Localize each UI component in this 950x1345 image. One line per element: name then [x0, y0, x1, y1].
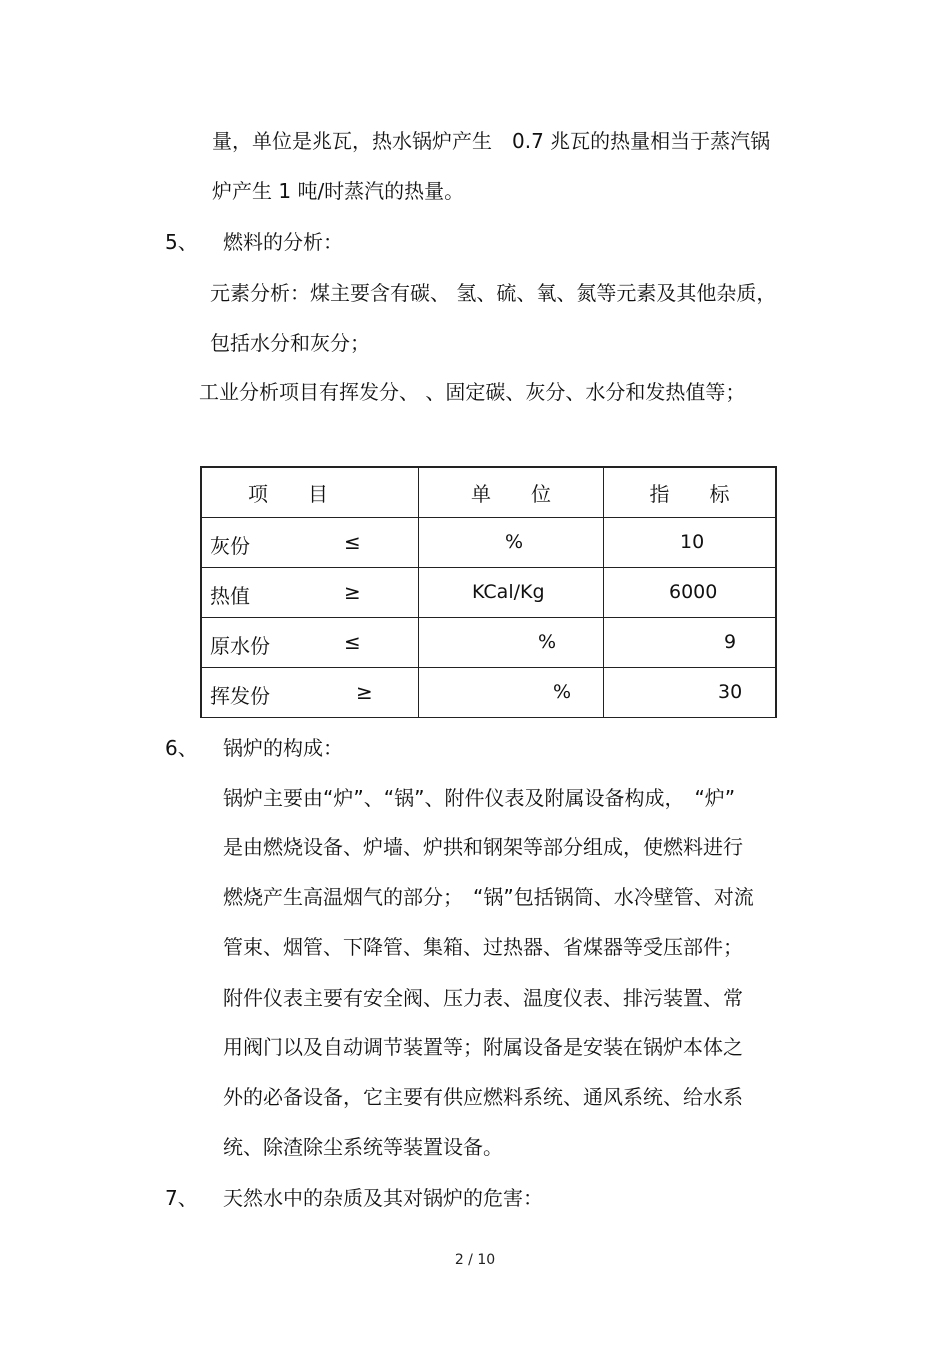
- table-header-cell: 指 标: [604, 467, 777, 518]
- paragraph-line: 管束、烟管、下降管、集箱、过热器、省煤器等受压部件；: [223, 935, 743, 959]
- paragraph-line: 工业分析项目有挥发分、 、固定碳、灰分、水分和发热值等；: [199, 380, 746, 404]
- section-title: 锅炉的构成：: [223, 736, 343, 760]
- section-title: 天然水中的杂质及其对锅炉的危害：: [223, 1186, 543, 1210]
- item-cell: [201, 518, 419, 568]
- unit-cell: %: [419, 618, 604, 668]
- paragraph-line: 是由燃烧设备、炉墙、炉拱和钢架等部分组成，使燃料进行: [223, 835, 743, 859]
- section-number: 7、: [165, 1186, 198, 1210]
- table-row: [201, 568, 776, 618]
- paragraph-line: 元素分析：煤主要含有碳、 氢、硫、氧、氮等元素及其他杂质，: [210, 281, 777, 305]
- comparison-symbol: ≤: [344, 630, 361, 654]
- table-row: [201, 518, 776, 568]
- value-cell: 9: [604, 618, 777, 668]
- value-cell: 30: [604, 668, 777, 718]
- item-cell: [201, 618, 419, 668]
- paragraph-line: 附件仪表主要有安全阀、压力表、温度仪表、排污装置、常: [223, 986, 743, 1010]
- value-cell: 6000: [604, 568, 777, 618]
- table-header-row: [201, 467, 776, 518]
- paragraph-line: 燃烧产生高温烟气的部分； “锅”包括锅筒、水冷壁管、对流: [223, 885, 754, 909]
- comparison-symbol: ≥: [344, 580, 361, 604]
- paragraph-line: 锅炉主要由“炉”、“锅”、附件仪表及附属设备构成， “炉”: [223, 786, 736, 810]
- page-number: 2 / 10: [454, 1252, 496, 1268]
- table-row: [201, 668, 776, 718]
- item-label: 原水份: [210, 634, 270, 658]
- paragraph-line: 量，单位是兆瓦，热水锅炉产生 0.7 兆瓦的热量相当于蒸汽锅: [212, 129, 771, 153]
- paragraph-line: 外的必备设备，它主要有供应燃料系统、通风系统、给水系: [223, 1085, 743, 1109]
- unit-cell: %: [419, 668, 604, 718]
- table-header-cell: 项 目: [201, 467, 419, 518]
- value-cell: 10: [604, 518, 777, 568]
- paragraph-line: 包括水分和灰分；: [210, 331, 370, 355]
- item-label: 挥发份: [210, 684, 270, 708]
- table-header-cell: 单 位: [419, 467, 604, 518]
- item-label: 灰份: [210, 534, 250, 558]
- table-row: [201, 618, 776, 668]
- unit-cell: KCal/Kg: [419, 568, 604, 618]
- item-label: 热值: [210, 584, 250, 608]
- paragraph-line: 用阀门以及自动调节装置等；附属设备是安装在锅炉本体之: [223, 1035, 743, 1059]
- paragraph-line: 统、除渣除尘系统等装置设备。: [223, 1135, 503, 1159]
- comparison-symbol: ≥: [356, 680, 373, 704]
- section-number: 6、: [165, 736, 198, 760]
- item-cell: [201, 668, 419, 718]
- fuel-spec-table: [200, 466, 777, 718]
- section-number: 5、: [165, 230, 198, 254]
- section-title: 燃料的分析：: [223, 230, 343, 254]
- unit-cell: %: [419, 518, 604, 568]
- paragraph-line: 炉产生 1 吨/时蒸汽的热量。: [212, 179, 465, 203]
- comparison-symbol: ≤: [344, 530, 361, 554]
- item-cell: [201, 568, 419, 618]
